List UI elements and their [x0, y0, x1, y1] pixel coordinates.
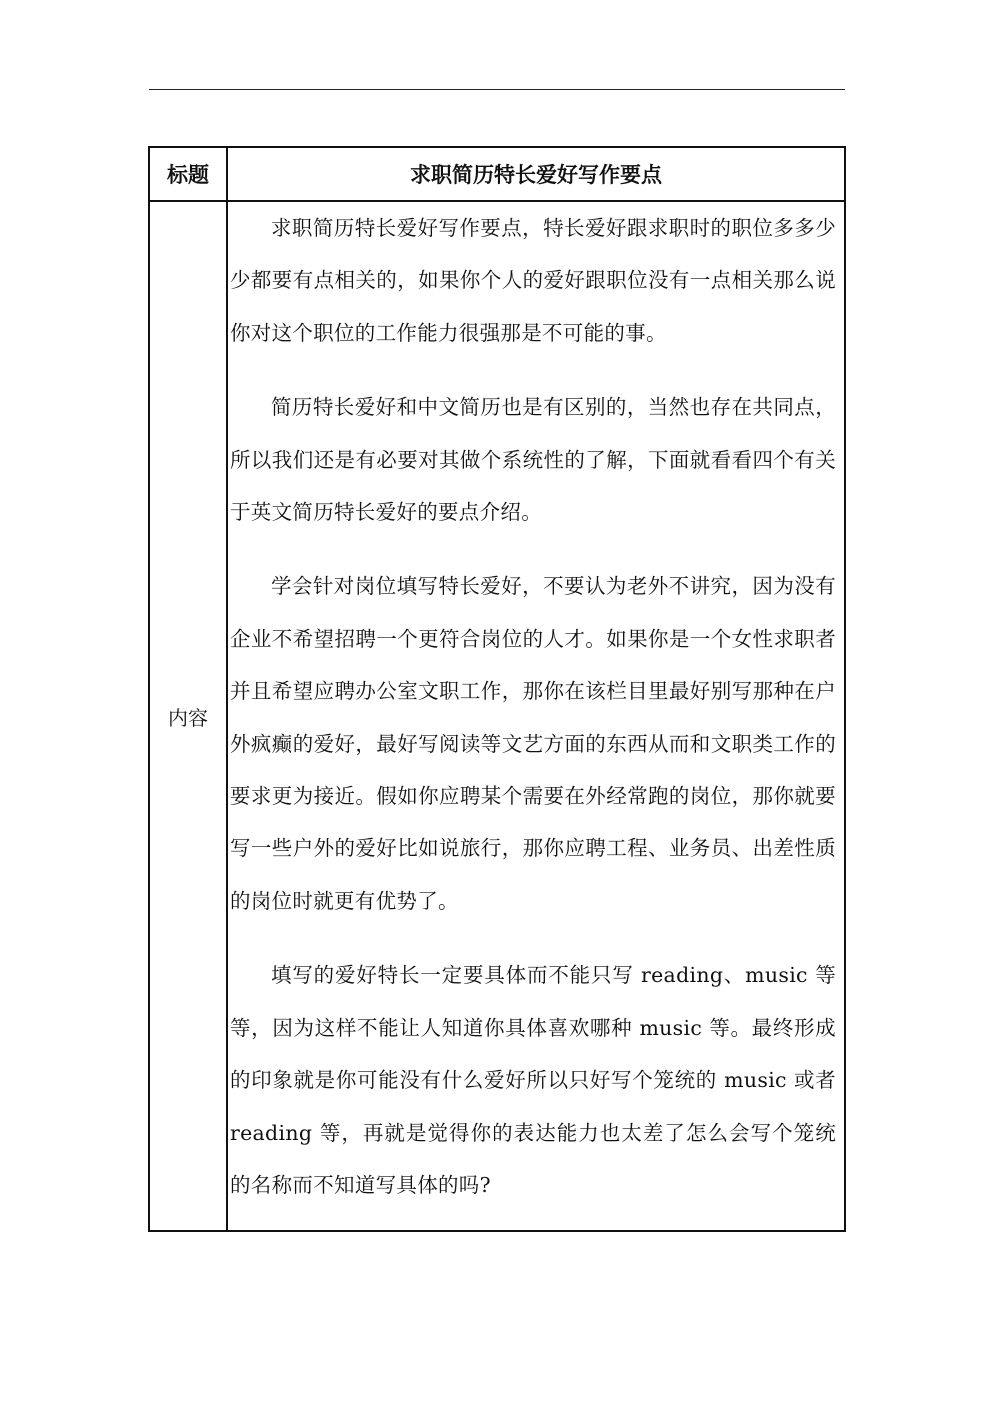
title-label: 标题 [167, 162, 209, 187]
column-divider [226, 148, 228, 1230]
content-label: 内容 [168, 705, 208, 730]
paragraph-2: 简历特长爱好和中文简历也是有区别的，当然也存在共同点，所以我们还是有必要对其做个系统性的了解，下面就看看四个有关于英文简历特长爱好的要点介绍。 [230, 395, 836, 525]
document-title: 求职简历特长爱好写作要点 [410, 162, 662, 187]
paragraph-1: 求职简历特长爱好写作要点，特长爱好跟求职时的职位多多少少都要有点相关的，如果你个人的爱好跟职位没有一点相关那么说你对这个职位的工作能力很强那是不可能的事。 [230, 216, 836, 345]
header-rule [149, 89, 845, 90]
info-table [148, 146, 846, 1232]
content-cell [230, 202, 836, 1230]
paragraph-3: 学会针对岗位填写特长爱好，不要认为老外不讲究，因为没有企业不希望招聘一个更符合岗位的人才。如果你是一个女性求职者并且希望应聘办公室文职工作，那你在该栏目里最好别写那种在户外疯癫的爱好，最好写阅读等文艺方面的东西从而和文职类工作的要求更为接近。假如你应聘某个需要在外经常跑的岗位，那你就要写一些户外的爱好比如说旅行，那你应聘工程、业务员、出差性质的岗位时就更有优势了。 [230, 574, 836, 913]
paragraph-4: 填写的爱好特长一定要具体而不能只写 reading、music 等等，因为这样不能让人知道你具体喜欢哪种 music 等。最终形成的印象就是你可能没有什么爱好所以只好写个笼统的 music 或者 reading 等，再就是觉得你的表达能力也太差了怎么会写个笼统的名称而不知道写具体的吗? [230, 963, 836, 1197]
